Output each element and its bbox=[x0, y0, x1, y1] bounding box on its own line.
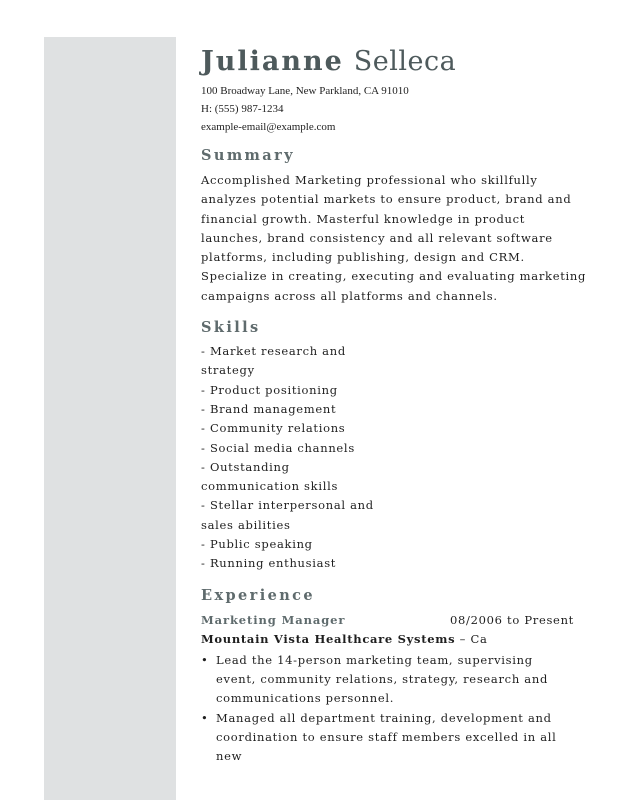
resume-content bbox=[201, 42, 591, 766]
address: 100 Broadway Lane, New Parkland, CA 91010 bbox=[201, 85, 409, 97]
company-location: – Ca bbox=[455, 631, 488, 646]
skill-item: - Product positioning bbox=[201, 382, 338, 397]
phone: H: (555) 987-1234 bbox=[201, 103, 284, 115]
job-dates: 08/2006 to Present bbox=[449, 612, 574, 627]
bullet-icon: • bbox=[201, 652, 209, 667]
skills-list bbox=[201, 342, 591, 574]
job-bullet-text: Lead the 14-person marketing team, supervising event, community relations, strategy, research and communications personnel. bbox=[216, 652, 549, 706]
job-bullet bbox=[201, 651, 576, 709]
skill-item: - Brand management bbox=[201, 401, 337, 416]
candidate-name bbox=[201, 42, 591, 82]
skills-heading: Skills bbox=[201, 319, 261, 337]
skill-item: - Stellar interpersonal and sales abilities bbox=[201, 498, 374, 532]
job-bullet-text: Managed all department training, development and coordination to ensure staff members excelled in all new bbox=[216, 710, 557, 764]
experience-heading: Experience bbox=[201, 586, 316, 604]
sidebar-panel bbox=[44, 37, 176, 800]
contact-info bbox=[201, 82, 591, 136]
skill-item: - Community relations bbox=[201, 421, 346, 436]
summary-text: Accomplished Marketing professional who skillfully analyzes potential markets to ensure product, brand and financial growth. Masterful knowledge in product launches, brand consistency and all relevant software platforms, including publishing, design and CRM. Specialize in creating, executing and evaluating marketing campaigns across all platforms and channels. bbox=[201, 173, 587, 303]
skill-item: - Outstanding communication skills bbox=[201, 459, 339, 494]
skill-item: - Market research and strategy bbox=[201, 344, 346, 378]
skill-item: - Public speaking bbox=[201, 537, 313, 552]
skill-item: - Running enthusiast bbox=[201, 556, 337, 571]
email: example-email@example.com bbox=[201, 121, 336, 133]
summary-heading: Summary bbox=[201, 147, 295, 164]
job-header bbox=[201, 611, 574, 630]
company-line bbox=[201, 630, 591, 649]
job-title: Marketing Manager bbox=[201, 612, 346, 627]
job-bullets bbox=[201, 651, 591, 767]
company-name: Mountain Vista Healthcare Systems bbox=[201, 631, 456, 646]
first-name: Julianne bbox=[201, 46, 344, 77]
bullet-icon: • bbox=[201, 710, 209, 725]
skill-item: - Social media channels bbox=[201, 440, 355, 455]
job-bullet bbox=[201, 709, 576, 767]
last-name: Selleca bbox=[353, 46, 457, 77]
